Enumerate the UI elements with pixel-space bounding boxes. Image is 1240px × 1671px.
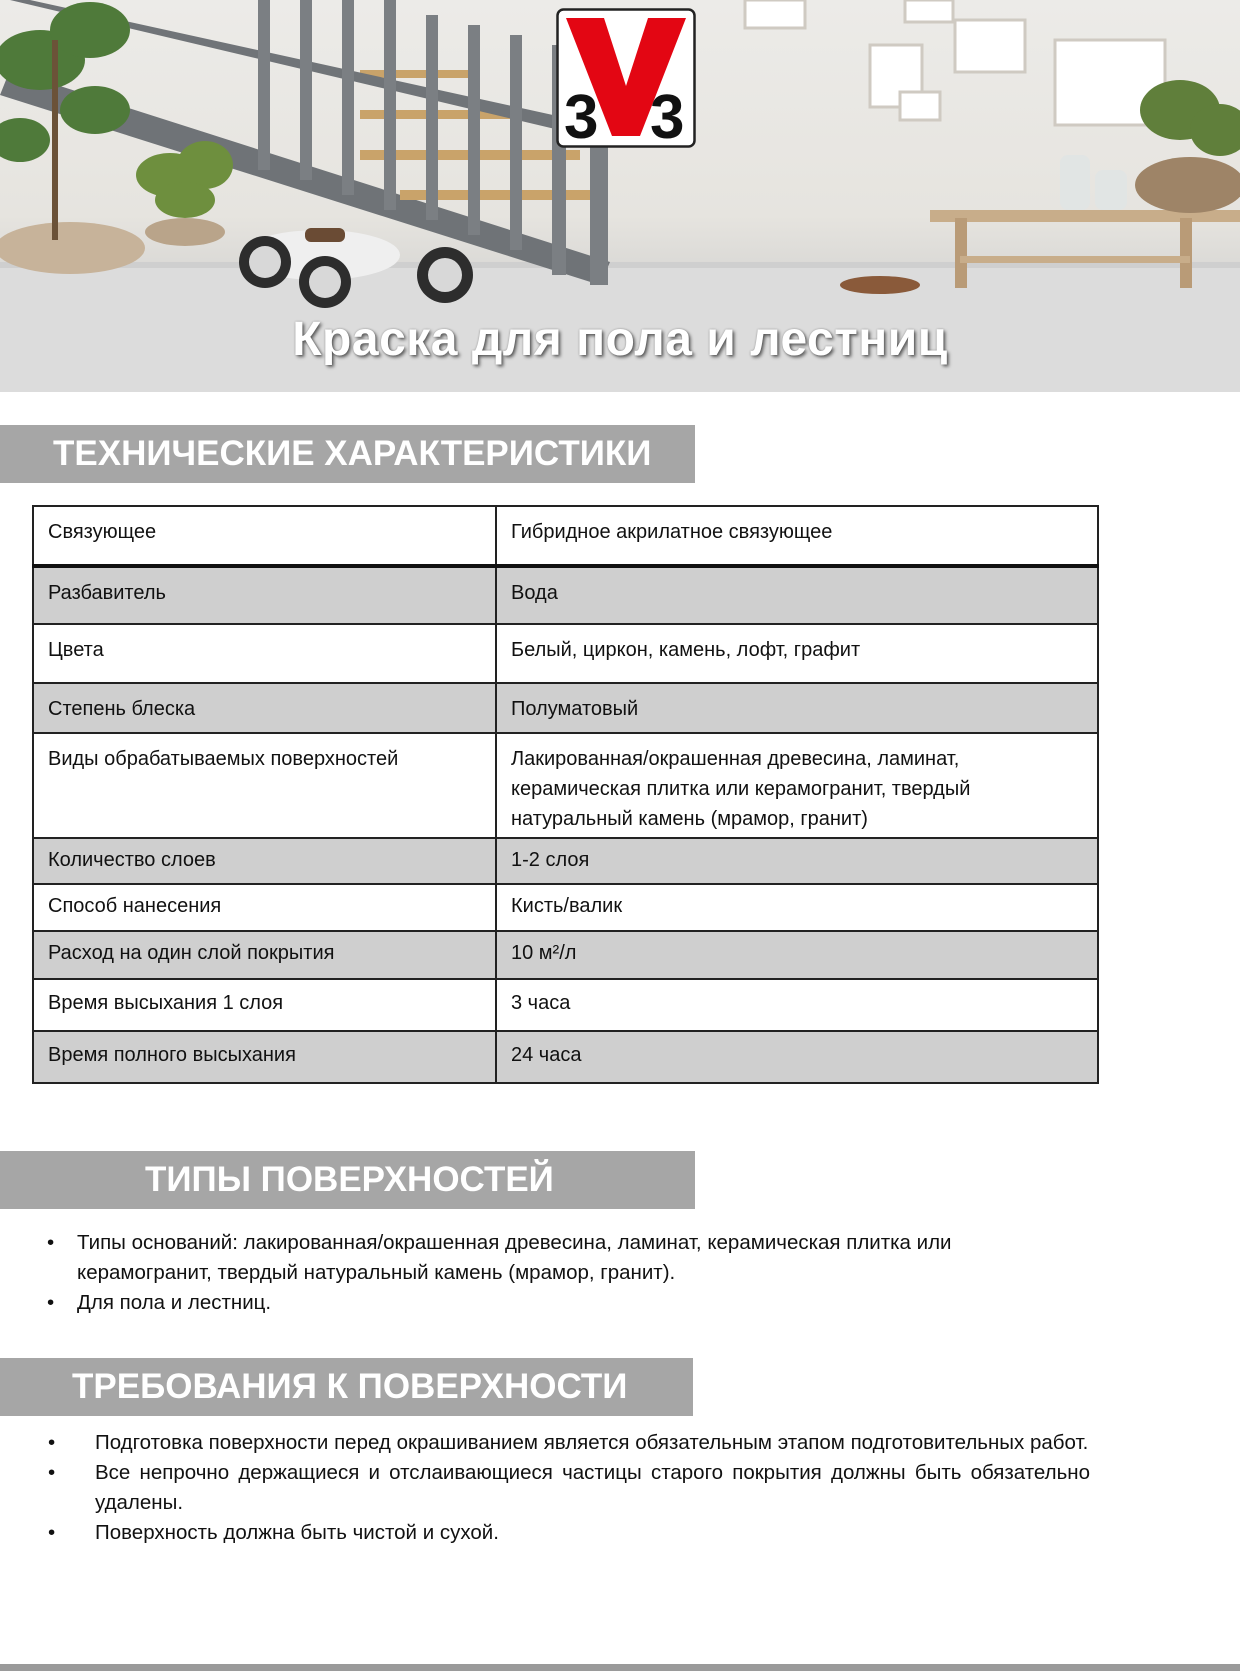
table-row (33, 884, 1098, 931)
spec-name: Время полного высыхания (33, 1031, 496, 1083)
bullet: • (47, 1291, 55, 1314)
spec-name: Степень блеска (33, 683, 496, 733)
footer-divider (0, 1664, 1240, 1671)
section-header-surface-types (0, 1151, 695, 1209)
spec-value: 24 часа (496, 1031, 1098, 1083)
section-header-requirements (0, 1358, 693, 1416)
section-header-specs (0, 425, 695, 483)
hero-banner (0, 0, 1240, 392)
bullet: • (48, 1521, 56, 1544)
spec-value: Полуматовый (496, 683, 1098, 733)
spec-name: Количество слоев (33, 838, 496, 884)
list-item (47, 1228, 1077, 1288)
table-row (33, 733, 1098, 838)
spec-value: Гибридное акрилатное связующее (496, 506, 1098, 566)
page-title: Краска для пола и лестниц (292, 313, 948, 366)
table-row (33, 506, 1098, 566)
spec-name: Расход на один слой покрытия (33, 931, 496, 979)
table-row (33, 683, 1098, 733)
spec-name: Время высыхания 1 слоя (33, 979, 496, 1031)
spec-value: Белый, циркон, камень, лофт, графит (496, 624, 1098, 683)
spec-value: 1-2 слоя (496, 838, 1098, 884)
table-row (33, 624, 1098, 683)
list-item (47, 1288, 1077, 1318)
requirements-list (48, 1428, 1090, 1548)
svg-text:3: 3 (564, 83, 599, 148)
spec-value: 3 часа (496, 979, 1098, 1031)
list-item-text: Типы оснований: лакированная/окрашенная древесина, ламинат, керамическая плитка или керамогранит, твердый натуральный камень (мрамор, гранит). (77, 1231, 952, 1284)
bullet: • (48, 1431, 56, 1454)
table-row (33, 931, 1098, 979)
brand-logo (556, 8, 696, 148)
list-item (48, 1458, 1090, 1518)
list-item-text: Поверхность должна быть чистой и сухой. (95, 1521, 499, 1544)
list-item-text: Подготовка поверхности перед окрашиванием является обязательным этапом подготовительных работ. (95, 1431, 1089, 1454)
bullet: • (47, 1231, 55, 1254)
list-item (48, 1518, 1090, 1548)
table-row (33, 979, 1098, 1031)
bullet: • (48, 1461, 56, 1484)
svg-text:3: 3 (650, 83, 685, 148)
table-row (33, 1031, 1098, 1083)
spec-name: Разбавитель (33, 566, 496, 624)
specs-table (32, 505, 1099, 1084)
list-item (48, 1428, 1090, 1458)
spec-value: 10 м²/л (496, 931, 1098, 979)
spec-name: Способ нанесения (33, 884, 496, 931)
table-row (33, 838, 1098, 884)
section-title-specs: ТЕХНИЧЕСКИЕ ХАРАКТЕРИСТИКИ (53, 434, 652, 473)
section-title-surface-types: ТИПЫ ПОВЕРХНОСТЕЙ (145, 1160, 554, 1199)
list-item-text: Все непрочно держащиеся и отслаивающиеся частицы старого покрытия должны быть обязательно удалены. (95, 1461, 1090, 1514)
spec-value: Кисть/валик (496, 884, 1098, 931)
spec-name: Связующее (33, 506, 496, 566)
table-row (33, 566, 1098, 624)
spec-name: Цвета (33, 624, 496, 683)
spec-value: Вода (496, 566, 1098, 624)
section-title-requirements: ТРЕБОВАНИЯ К ПОВЕРХНОСТИ (72, 1367, 628, 1406)
surface-types-list (47, 1228, 1077, 1318)
list-item-text: Для пола и лестниц. (77, 1291, 272, 1314)
spec-name: Виды обрабатываемых поверхностей (33, 733, 496, 838)
spec-value: Лакированная/окрашенная древесина, ламинат, керамическая плитка или керамогранит, твердый натуральный камень (мрамор, гранит) (496, 733, 1098, 838)
